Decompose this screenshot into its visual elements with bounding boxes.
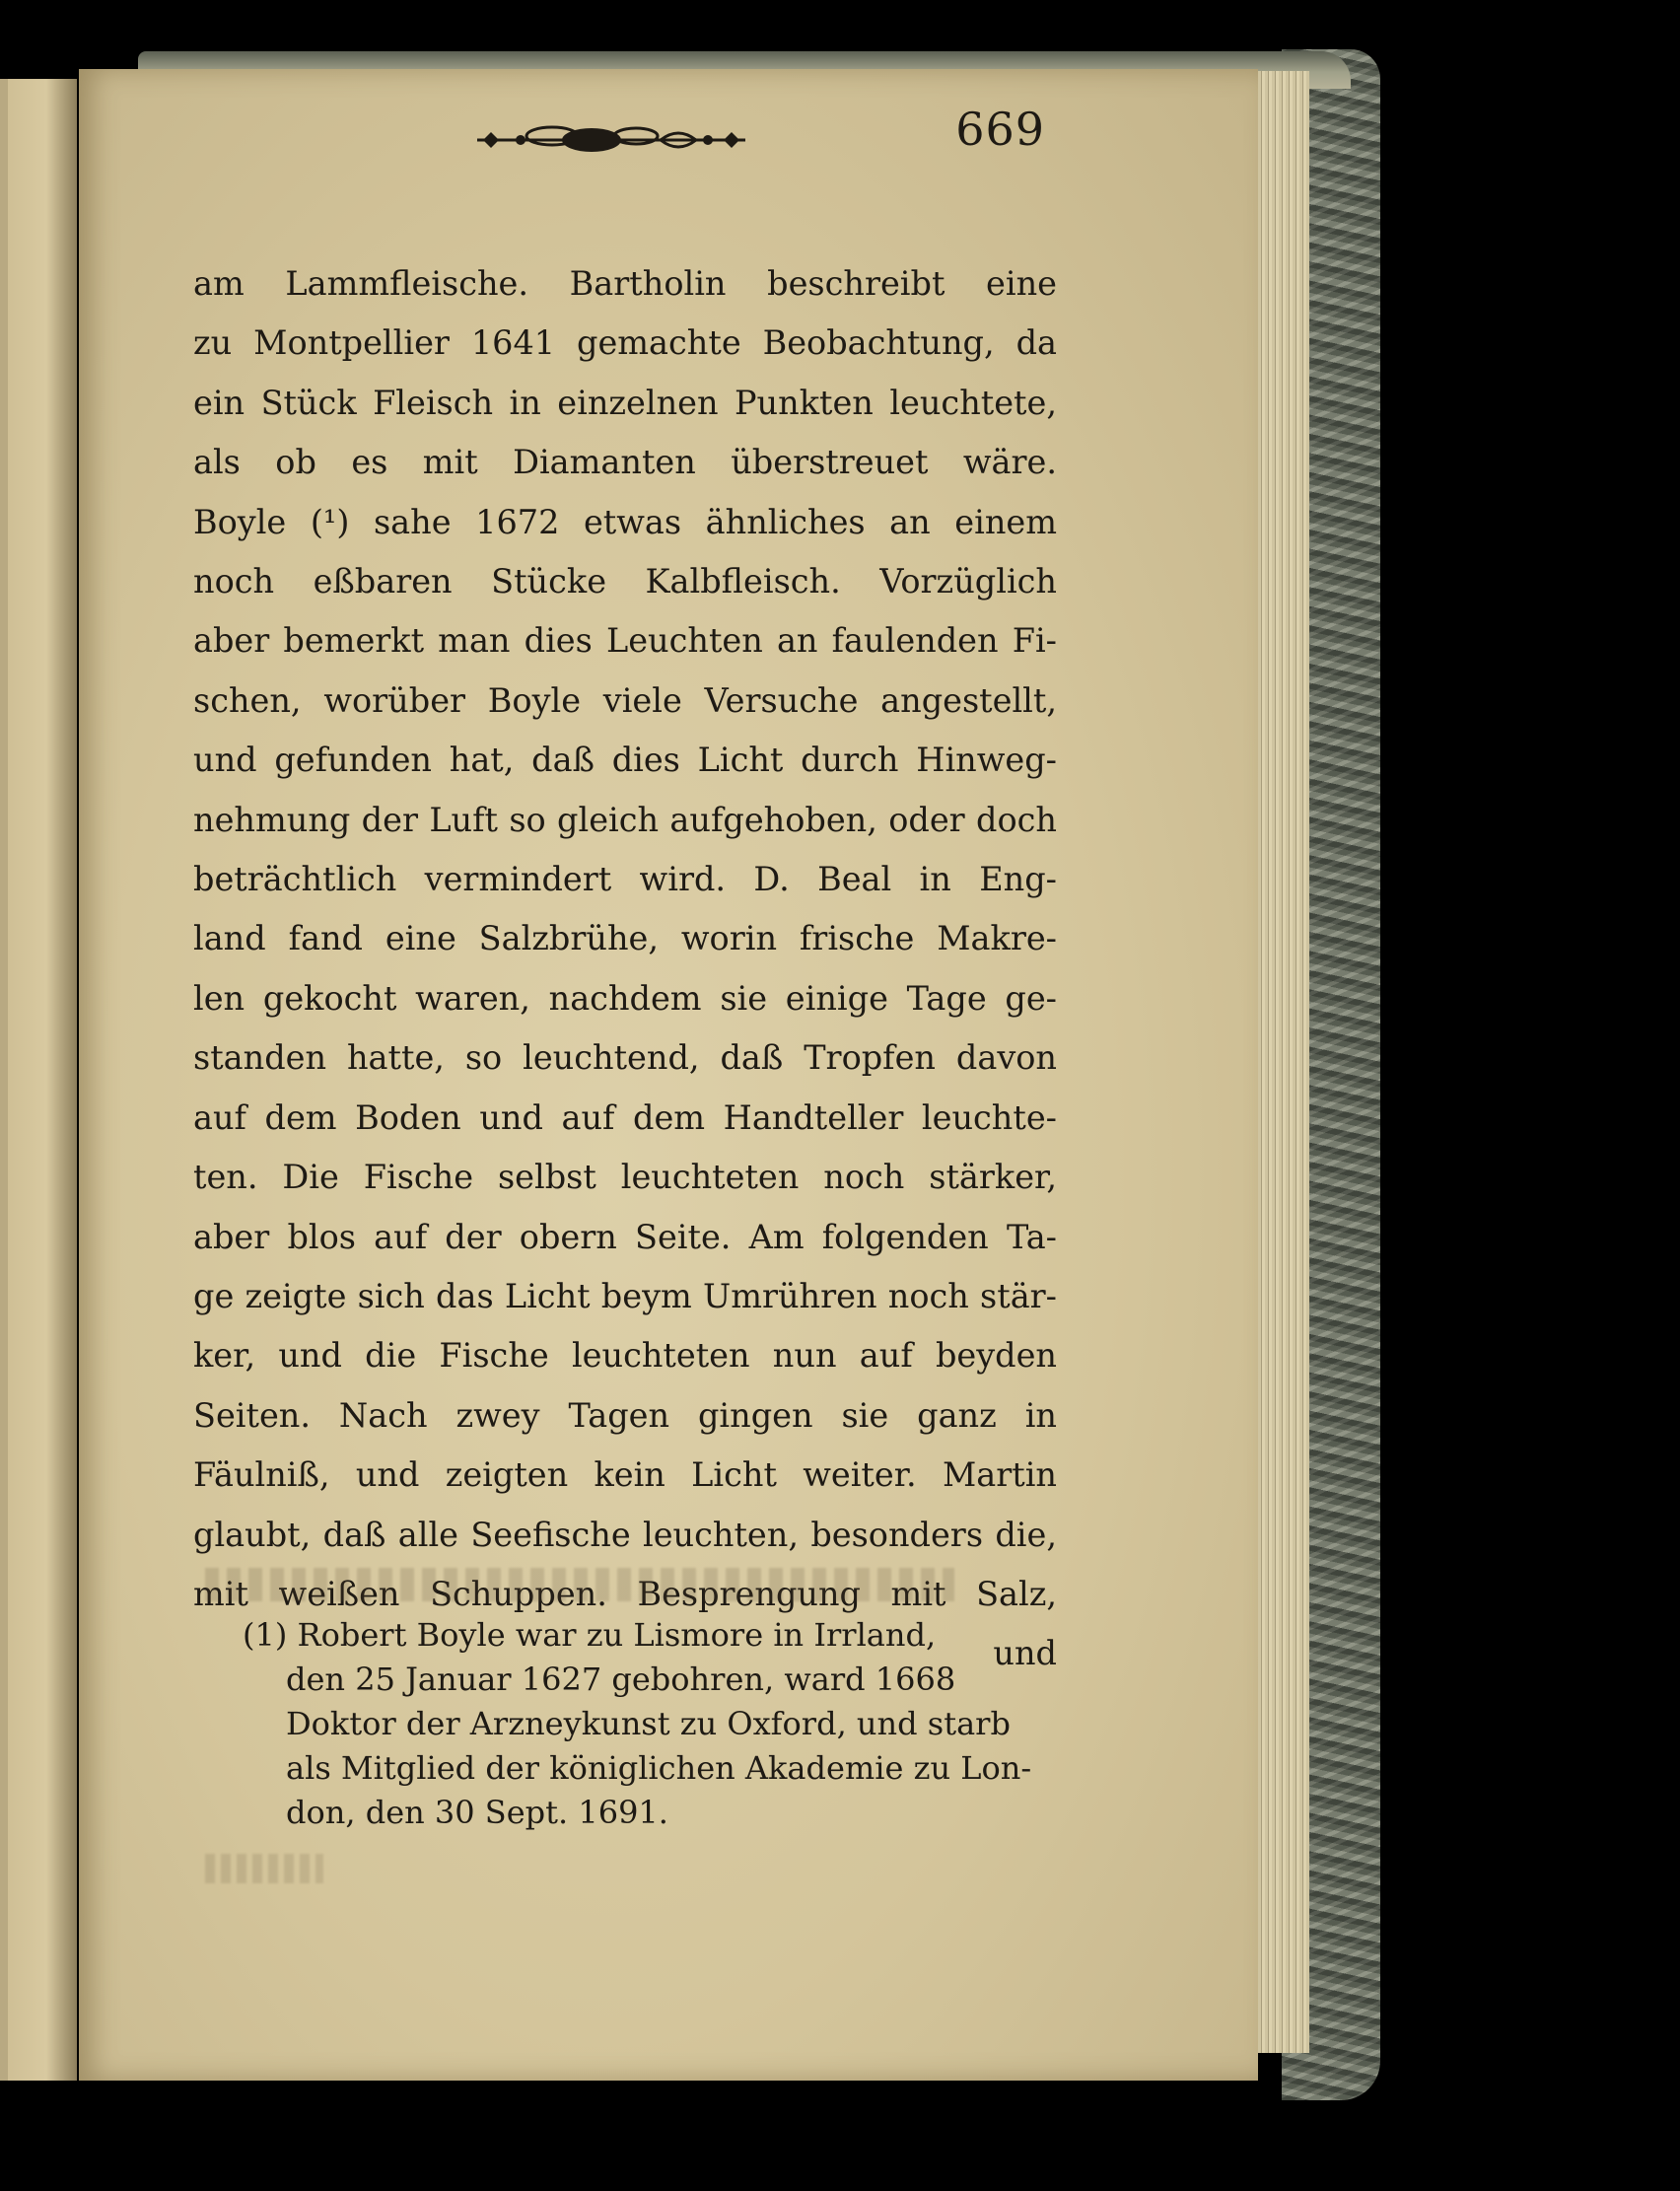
text-line: aber blos auf der obern Seite. Am folgenden Ta- <box>193 1217 1057 1256</box>
text-line: auf dem Boden und auf dem Handteller leuchte- <box>193 1097 1057 1137</box>
footnote-line: als Mitglied der königlichen Akademie zu Lon- <box>286 1749 1032 1787</box>
footnote-line: don, den 30 Sept. 1691. <box>286 1794 668 1831</box>
ornament-icon <box>473 122 749 158</box>
text-line: Boyle (¹) sahe 1672 etwas ähnliches an einem <box>193 502 1057 541</box>
page-number: 669 <box>955 103 1045 156</box>
text-line: und gefunden hat, daß dies Licht durch Hinweg- <box>193 741 1057 780</box>
text-line: schen, worüber Boyle viele Versuche angestellt, <box>193 680 1057 720</box>
text-line: glaubt, daß alle Seefische leuchten, besonders die, <box>193 1515 1057 1554</box>
text-line: standen hatte, so leuchtend, daß Tropfen davon <box>193 1038 1057 1078</box>
left-page-margin <box>0 79 8 2081</box>
bleed-through-text <box>205 1568 954 1601</box>
body-text <box>193 254 1057 1684</box>
footnote-line: Doktor der Arzneykunst zu Oxford, und starb <box>286 1705 1011 1742</box>
catchword: und <box>993 1634 1057 1673</box>
bleed-through-text <box>205 1854 323 1883</box>
text-line: zu Montpellier 1641 gemachte Beobachtung, da <box>193 323 1057 363</box>
footnote <box>243 1613 1051 1835</box>
text-line: land fand eine Salzbrühe, worin frische Makre- <box>193 919 1057 958</box>
text-line: len gekocht waren, nachdem sie einige Tage ge- <box>193 978 1057 1018</box>
text-line: Seiten. Nach zwey Tagen gingen sie ganz in <box>193 1395 1057 1435</box>
text-line: am Lammfleische. Bartholin beschreibt eine <box>193 264 1057 303</box>
text-line: mit weißen Schuppen. Besprengung mit Salz, <box>193 1574 1057 1613</box>
text-line: nehmung der Luft so gleich aufgehoben, oder doch <box>193 800 1057 839</box>
text-line: Fäulniß, und zeigten kein Licht weiter. Martin <box>193 1455 1057 1495</box>
text-line: beträchtlich vermindert wird. D. Beal in Eng- <box>193 860 1057 899</box>
footnote-line: (1) Robert Boyle war zu Lismore in Irrland, <box>243 1616 937 1654</box>
text-line: ker, und die Fische leuchteten nun auf beyden <box>193 1336 1057 1376</box>
text-line: ein Stück Fleisch in einzelnen Punkten leuchtete, <box>193 383 1057 422</box>
left-page-edge <box>0 79 77 2081</box>
text-line: ten. Die Fische selbst leuchteten noch stärker, <box>193 1158 1057 1197</box>
text-line: ge zeigte sich das Licht beym Umrühren noch stär- <box>193 1276 1057 1315</box>
page-header <box>434 99 1065 177</box>
text-line: als ob es mit Diamanten überstreuet wäre. <box>193 443 1057 482</box>
text-line: aber bemerkt man dies Leuchten an faulenden Fi- <box>193 621 1057 661</box>
footnote-line: den 25 Januar 1627 gebohren, ward 1668 <box>286 1661 956 1698</box>
text-line: noch eßbaren Stücke Kalbfleisch. Vorzüglich <box>193 562 1057 601</box>
